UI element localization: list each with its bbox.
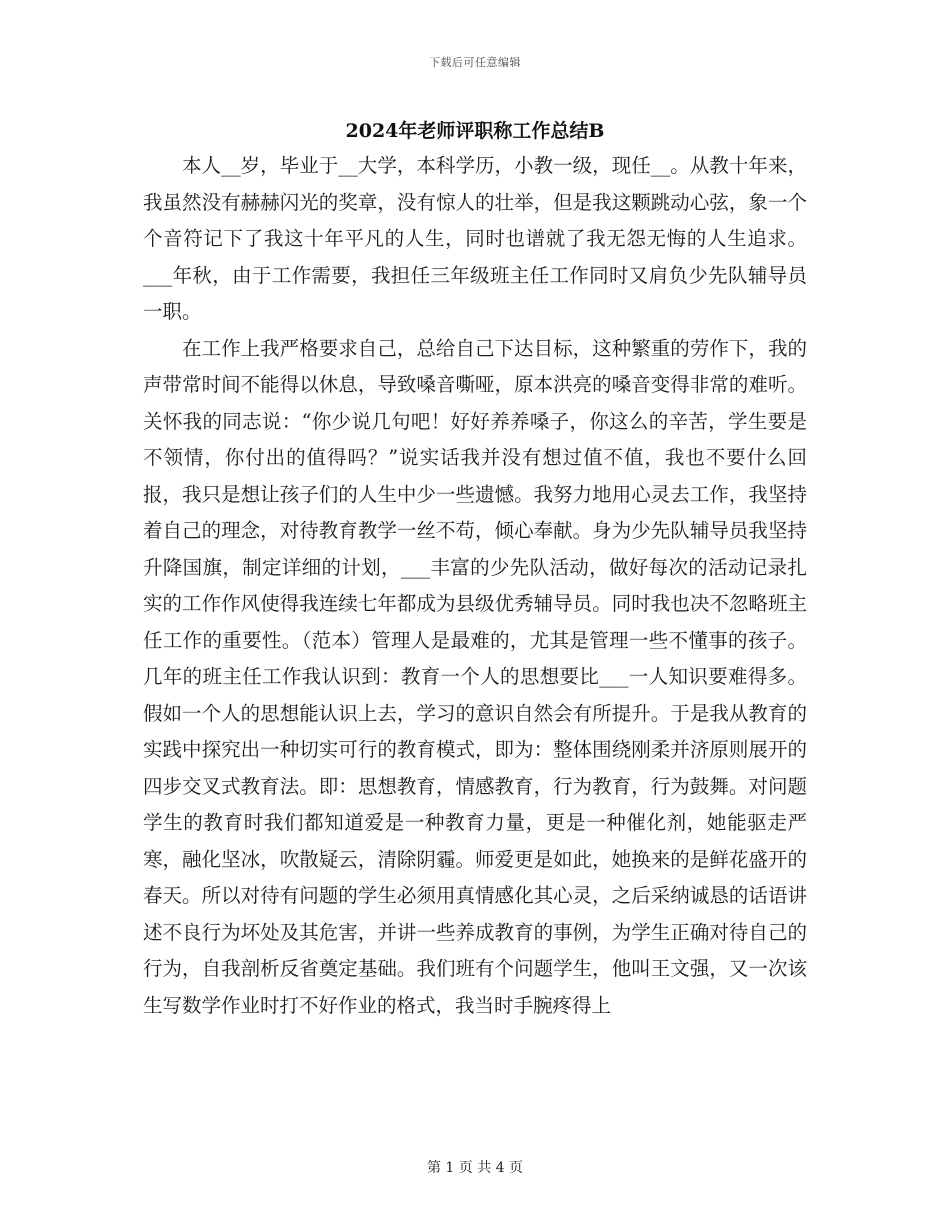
page-header-note: 下载后可任意编辑 (429, 56, 521, 69)
document-body (143, 148, 807, 1024)
paragraph: 在工作上我严格要求自己，总给自己下达目标，这种繁重的劳作下，我的声带常时间不能得以休息，导致嗓音嘶哑，原本洪亮的嗓音变得非常的难听。关怀我的同志说：“你少说几句吧！好好养养嗓子，你这么的辛苦，学生要是不领情，你付出的值得吗？”说实话我并没有想过值不值，我也不要什么回报，我只是想让孩子们的人生中少一些遗憾。我努力地用心灵去工作，我坚持着自己的理念，对待教育教学一丝不苟，倾心奉献。身为少先队辅导员我坚持升降国旗，制定详细的计划，___丰富的少先队活动，做好每次的活动记录扎实的工作作风使得我连续七年都成为县级优秀辅导员。同时我也决不忽略班主任工作的重要性。（范本）管理人是最难的，尤其是管理一些不懂事的孩子。几年的班主任工作我认识到：教育一个人的思想要比___一人知识要难得多。假如一个人的思想能认识上去，学习的意识自然会有所提升。于是我从教育的实践中探究出一种切实可行的教育模式，即为：整体围绕刚柔并济原则展开的四步交叉式教育法。即：思想教育，情感教育，行为教育，行为鼓舞。对问题学生的教育时我们都知道爱是一种教育力量，更是一种催化剂，她能驱走严寒，融化坚冰，吹散疑云，清除阴霾。师爱更是如此，她换来的是鲜花盛开的春天。所以对待有问题的学生必须用真情感化其心灵，之后采纳诚恳的话语讲述不良行为坏处及其危害，并讲一些养成教育的事例，为学生正确对待自己的行为，自我剖析反省奠定基础。我们班有个问题学生，他叫王文强，又一次该生写数学作业时打不好作业的格式，我当时手腕疼得上 (143, 336, 807, 1017)
page-number: 第 1 页 共 4 页 (426, 1160, 524, 1176)
document-title: 2024年老师评职称工作总结B (345, 120, 605, 142)
paragraph: 本人__岁，毕业于__大学，本科学历，小教一级，现任__。从教十年来，我虽然没有赫赫闪光的奖章，没有惊人的壮举，但是我这颗跳动心弦，象一个个音符记下了我这十年平凡的人生，同时也谱就了我无怨无悔的人生追求。___年秋，由于工作需要，我担任三年级班主任工作同时又肩负少先队辅导员一职。 (143, 154, 807, 323)
